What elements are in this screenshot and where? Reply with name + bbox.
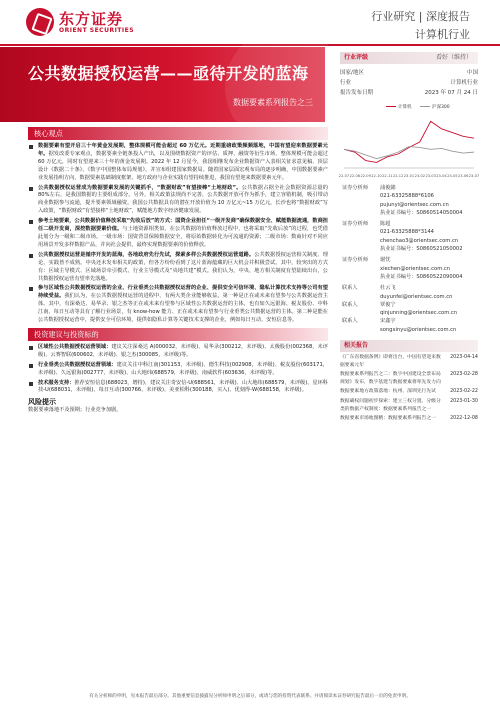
info-row: 报告发布日期 2023 年 07 月 24 日 bbox=[340, 90, 478, 96]
analyst-phone: 021-63325888*3144 bbox=[380, 229, 434, 236]
info-row: 国家/地区 中国 bbox=[340, 70, 478, 76]
list-item: 数据要素有望开启三十年黄金发展期，整体规模可能会超过 60 万亿元。近期重磅政策频频落地，中国有望迎来数据要素元年。据发改委专家观点，数据要素全链条投入产出，以及围绕数据资产的评估、质押、融资等衍生市场，整体规模可能会超过 60 万亿元，同时有望迎来三十年的黄金发展期。2022 年 12 月星今，我国相继发布企业数据资产入表相关征求意见稿、顶层设计《数据二十条》、《数字中国整体布局规划》，并宣布组建国家数据局。随着国家层面宏观布局的逐步明确，中国数据要素产业发展指明方向，数据要素基础制度框架、地方政府与企业实践有望持续推进，我国有望迎来数据要素元年。 bbox=[28, 143, 328, 183]
x-tick-label: 22-07 bbox=[338, 174, 350, 178]
list-item: 区域性公共数据授权运营领域：建议关注深桑达 A(000032，未评级)、易华录(300212，未评级)、太极股份(002368，未评级)、云赛智联(600602，未评级)、银之杰(300085，未评级)等。 bbox=[28, 344, 328, 360]
risk-heading: 风险提示 bbox=[28, 398, 56, 407]
analyst-phone: 021-63325888*6106 bbox=[380, 193, 434, 200]
contact-email: duyunfei@orientsec.com.cn bbox=[380, 293, 453, 300]
report-title: 公共数据授权运营——亟待开发的蓝海 bbox=[28, 64, 309, 83]
main-column bbox=[28, 127, 328, 415]
analyst-email: pujunyi@orientsec.com.cn bbox=[380, 201, 449, 208]
related-report-item[interactable]: 数据要素地方政策落地：杭州、深圳先行先试 2023-02-22 bbox=[340, 389, 478, 395]
analyst-cert: 执业证书编号：S0860514050004 bbox=[380, 209, 463, 216]
x-tick-label: 23-06 bbox=[457, 174, 469, 178]
chart-svg bbox=[340, 102, 478, 180]
x-tick-label: 23-01 bbox=[403, 174, 415, 178]
rating-value: 看好（维持） bbox=[435, 54, 472, 61]
legend-swatch bbox=[386, 106, 396, 107]
series-line bbox=[344, 147, 474, 159]
report-series: 数据要素系列报告之三 bbox=[233, 98, 313, 107]
legend-item: 计算机 bbox=[386, 104, 412, 110]
related-report-item[interactable]: 数据要素市场地图精：数据要素系列报告之一 2022-12-08 bbox=[340, 416, 478, 422]
list-item: 公共数据授权运营是循序开发的蓝海，各地政府先行先试，探索多样公共数据授权运营道路。公共数据授权运营相关制度、理论、实践皆不成熟。中央还未发布相关的政策，但各方纷纷看到了这片蓝海蕴藏的巨大机会并积极尝试。其中，较突出的方式有：区域主导模式、区域场景牵引模式、行业主导模式及“央地共建”模式。我们认为，中央、地方相关制度有望陆续出台，公共数据授权运营有望率先落地。 bbox=[28, 252, 328, 284]
x-tick-label: 22-08 bbox=[349, 174, 361, 178]
risk-text: 数据要素落地不及预期；行业竞争加剧。 bbox=[28, 407, 122, 414]
contact-row: 联系人 杜云飞 bbox=[342, 285, 396, 292]
investment-list bbox=[28, 344, 328, 395]
x-tick-label: 23-02 bbox=[414, 174, 426, 178]
logo-english-name: ORIENT SECURITIES bbox=[59, 27, 135, 34]
analyst-email: xiechen@orientsec.com.cn bbox=[380, 265, 451, 272]
contact-email: songxinyu@orientsec.com.cn bbox=[380, 326, 457, 333]
analyst-list bbox=[340, 184, 478, 334]
analyst-row: 证券分析师 谢忱 bbox=[342, 257, 391, 264]
contact-row: 联系人 覃俊宁 bbox=[342, 301, 396, 308]
series-line bbox=[344, 121, 474, 162]
analyst-row: 证券分析师 浦俊懿 bbox=[342, 185, 396, 191]
x-tick-label: 23-07 bbox=[468, 174, 480, 178]
related-report-item[interactable]: 数据要素系列报告之二：数字中国建设全景布局规划》发布，数字基建与数据要素将率先发力向 2023-02-28 bbox=[340, 372, 478, 385]
report-type: 行业研究 | 深度报告 bbox=[371, 10, 470, 23]
list-item: 参与区域性公共数据授权运营的企业、行业垂类公共数据授权运营的企业、提供安全可信环境、隐私计算技术支持等公司有望持续受益。我们认为，在公共数据授权运营的进程中，有两大类企业能够收益。第一种是正在或未来有望参与公共数据运营主体。其中，有深桑达、易华录、银之杰等正在或未来有望参与区域性公共数据运营的主体，也有如久远银海、税友股份、中科江南、每日互动等具有了解行业场景，有 know-how 能力、正在或未来有望参与行业垂类公共数据运营的主体。第二种是能在公共数据授权运营中，提供安全可信环境、提供如隐私计算等关键技术支撑的企业，例如每日互动、安恒信息等。 bbox=[28, 285, 328, 325]
legend-item: 沪深300 bbox=[420, 104, 450, 110]
analyst-row: 证券分析师 陈超 bbox=[342, 221, 391, 228]
x-tick-label: 22-12 bbox=[392, 174, 404, 178]
industry-name: 计算机行业 bbox=[415, 28, 470, 41]
investment-heading: 投资建议与投资标的 bbox=[28, 328, 328, 341]
x-tick-label: 23-03 bbox=[425, 174, 436, 178]
company-logo bbox=[26, 8, 136, 38]
sidebar bbox=[340, 52, 478, 423]
core-views-heading: 核心观点 bbox=[28, 127, 328, 140]
analyst-email: chenchao3@orientsec.com.cn bbox=[380, 237, 459, 244]
x-tick-label: 22-11 bbox=[382, 174, 393, 178]
core-views-list bbox=[28, 143, 328, 325]
info-row: 行业 计算机行业 bbox=[340, 80, 478, 86]
analyst-cert: 执业证书编号：S0860522090004 bbox=[380, 273, 463, 280]
logo-chinese-name: 东方证券 bbox=[59, 10, 124, 28]
x-tick-label: 23-05 bbox=[447, 174, 458, 178]
footer-disclaimer: 有关分析师的申明，见本报告最后部分。其他重要信息披露见分析师申明之后部分，或请与您的投资代表联系。并请阅读本证券研究报告最后一页的免责申明。 bbox=[89, 694, 411, 699]
title-banner bbox=[0, 47, 325, 122]
list-item: 公共数据授权运营成为数据要素发展的关键抓手，“数据财政”有望接棒“土地财政”。公共数据占据全社会数据资源总量的 80%左右，是我国数据的主要组成部分。另外，相关政策法规尚不完善，公共数据开放可作为抓手，建立容错机制，吸引带动商业数据参与流通，提升要素领域融资。我国公共数据具有的潜在开放价值为 10 万亿元~15 万亿元，长沙也将“数据财政”写入政策，“数据财政”有望接棒“土地财政”，赋能地方数字经济健康发展。 bbox=[28, 185, 328, 217]
rating-bar bbox=[340, 52, 478, 64]
analyst-cert: 执业证书编号：S0860521050002 bbox=[380, 246, 463, 253]
contact-email: qinjunning@orientsec.com.cn bbox=[380, 310, 458, 317]
related-reports-heading: 相关报告 bbox=[340, 340, 478, 352]
list-item: 技术服务支持：推荐安恒信息(688023，增持)，建议关注奇安信-U(688561，未评级)、山大地纬(688579，未评级)、星环科技-U(688031，未评级)、每日互动(300766，未评级)、美亚柏科(300188，买入)、优刻得-W(688158，未评级)。 bbox=[28, 380, 328, 396]
related-report-item[interactable]: 数据确权问题初步探索：建立三权分置、分级分类的数据产权制度：数据要素系列报告之一 2023-01-30 bbox=[340, 399, 478, 412]
logo-mark-icon bbox=[26, 8, 54, 36]
x-tick-label: 22-10 bbox=[371, 174, 382, 178]
rating-label: 行业评级 bbox=[344, 54, 369, 61]
x-tick-label: 23-04 bbox=[436, 174, 447, 178]
contact-row: 联系人 宋鑫宇 bbox=[342, 318, 396, 325]
related-report-item[interactable]: 《广东省数据条例》即将出台，中国有望迎来数据要素元年 2023-04-14 bbox=[340, 355, 478, 368]
performance-chart bbox=[340, 102, 478, 180]
list-item: 参考土地要素，公共数据价值释放采取“先收后放”的方式：国资企业担任“一级开发商”确保数据安全、赋能数据流通，数商担任二级开发商，深挖数据要素价值。与土地资源相类似，在公共数据的价值释放过程中，也将采取“先收后放”的过程，也凭借此划分为一级和二级市场。一级市场：国资背景保障数据安全，将原始数据转化为可流通的资源；二级市场：数商针对不同应用场景开发多样数据产品，并向社会提供，最终实现数据要素的价值释放。 bbox=[28, 218, 328, 250]
list-item: 行业垂类公共数据授权运营领域：建议关注中科江南(301153，未评级)、德生科技(002908，未评级)、税友股份(603171，未评级)、久远银海(002777，未评级)、山大地纬(688579，未评级)、南威软件(603636，未评级)等。 bbox=[28, 362, 328, 378]
x-tick-label: 22-09 bbox=[360, 174, 371, 178]
legend-swatch bbox=[420, 106, 430, 107]
